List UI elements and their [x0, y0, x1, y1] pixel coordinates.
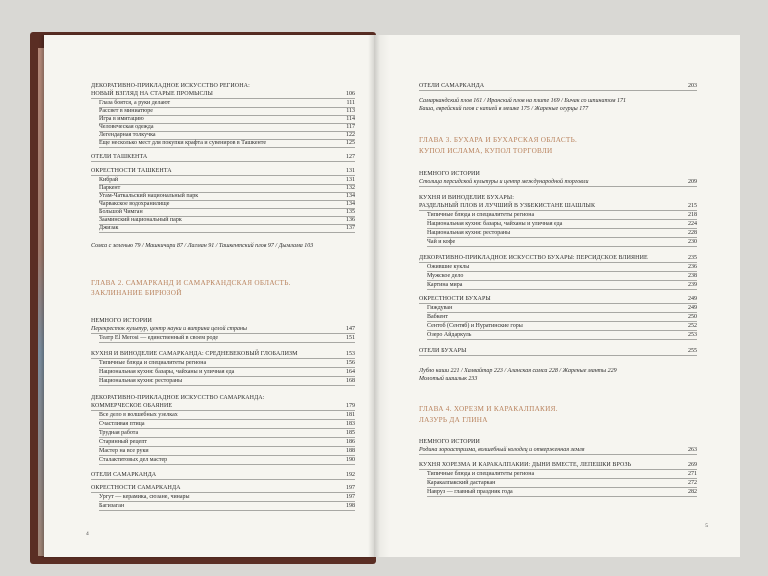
toc-entry: [99, 139, 355, 148]
toc-entry: [419, 295, 697, 304]
toc-page-number: 134: [346, 193, 355, 199]
toc-entry-title: Национальная кухня: базары, чайханы и уличная еда: [99, 369, 235, 375]
toc-entry: [427, 488, 697, 497]
toc-entry: [427, 220, 697, 229]
toc-entry-title: Вабкент: [427, 314, 448, 320]
toc-page-number: 114: [346, 116, 355, 122]
toc-entry: [91, 394, 355, 402]
toc-entry-title: Еще несколько мест для покупки крафта и сувениров в Ташкенте: [99, 140, 266, 146]
toc-entry-title: Человеческая одежда: [99, 124, 154, 130]
toc-page-number: 168: [346, 378, 355, 384]
toc-entry: [419, 446, 697, 455]
toc-page-number: 230: [688, 239, 697, 245]
toc-entry-title: НЕМНОГО ИСТОРИИ: [419, 439, 480, 445]
toc-page-number: 186: [346, 439, 355, 445]
toc-entry-title: ДЕКОРАТИВНО-ПРИКЛАДНОЕ ИСКУССТВО САМАРКАНДА:: [91, 395, 265, 401]
toc-page-number: 106: [346, 91, 355, 97]
toc-entry-title: Национальная кухня: базары, чайханы и уличная еда: [427, 221, 563, 227]
toc-entry: [91, 471, 355, 480]
toc-entry: [91, 153, 355, 162]
toc-page-number: 125: [346, 140, 355, 146]
toc-entry-title: Каракалпакский дастаркан: [427, 480, 496, 486]
toc-entry-title: Наврyз — главный праздник года: [427, 489, 513, 495]
toc-entry-title: Большой Чимган: [99, 209, 143, 215]
page-number-left: 4: [86, 531, 89, 537]
toc-page-number: 131: [346, 168, 355, 174]
toc-entry-title: ОТЕЛИ ТАШКЕНТА: [91, 154, 148, 160]
toc-entry: [427, 238, 697, 247]
toc-entry: [91, 82, 355, 90]
toc-entry-title: Угам-Чаткальский национальный парк: [99, 193, 199, 199]
toc-entry-title: Типичные блюда и специалитеты региона: [427, 212, 535, 218]
toc-page-number: 271: [688, 471, 697, 477]
toc-page-number: 164: [346, 369, 355, 375]
toc-entry-title: ОКРЕСТНОСТИ САМАРКАНДА: [91, 485, 181, 491]
toc-page-number: 153: [346, 351, 355, 357]
toc-entry: [427, 281, 697, 290]
toc-entry: [419, 105, 697, 113]
toc-entry-title: Лубло каши 221 / Халвайтар 223 / Аланская самса 228 / Жареные манты 229: [419, 368, 617, 374]
toc-entry-title: Сталактитовых дел мастер: [99, 457, 168, 463]
toc-page-number: 188: [346, 448, 355, 454]
toc-entry: [91, 167, 355, 176]
toc-entry: [419, 82, 697, 91]
toc-page-number: 249: [688, 305, 697, 311]
toc-entry-title: Джизак: [99, 225, 119, 231]
toc-page-number: 147: [346, 326, 355, 332]
toc-entry: [427, 479, 697, 488]
toc-entry: [99, 334, 355, 343]
toc-page-number: 236: [688, 264, 697, 270]
chapter-title: КУПОЛ ИСЛАМА, КУПОЛ ТОРГОВЛИ: [419, 147, 553, 155]
toc-entry: [427, 331, 697, 340]
toc-entry: [427, 304, 697, 313]
toc-entry-title: Картина мира: [427, 282, 463, 288]
toc-entry: [99, 429, 355, 438]
toc-page-number: 272: [688, 480, 697, 486]
toc-entry: [99, 456, 355, 465]
toc-entry-title: Сентоб (Сентяб) и Нуратинские горы: [427, 323, 523, 329]
toc-page-number: 179: [346, 403, 355, 409]
chapter-title: ЛАЗУРЬ ДА ГЛИНА: [419, 416, 488, 424]
toc-entry-title: РАЗДЕЛЬНЫЙ ПЛОВ И ЛУЧШИЙ В УЗБЕКИСТАНЕ ШАШЛЫК: [419, 203, 596, 209]
toc-entry-title: Игра в имитацию: [99, 116, 144, 122]
toc-page-number: 282: [688, 489, 697, 495]
toc-entry-title: Глаза боятся, а руки делают: [99, 100, 171, 106]
chapter-title: ГЛАВА 4. ХОРЕЗМ И КАРАКАЛПАКИЯ.: [419, 405, 558, 413]
toc-page-number: 134: [346, 201, 355, 207]
toc-entry: [99, 359, 355, 368]
right-page: [374, 35, 740, 557]
toc-entry: [419, 194, 697, 202]
toc-entry: [419, 170, 697, 178]
toc-page-number: 190: [346, 457, 355, 463]
toc-entry-title: Мастер на все руки: [99, 448, 149, 454]
toc-page-number: 224: [688, 221, 697, 227]
toc-entry-title: Перекресток культур, центр науки и витрина целой страны: [91, 326, 247, 332]
toc-entry-title: Чарвакское водохранилище: [99, 201, 170, 207]
chapter-title: ГЛАВА 2. САМАРКАНД И САМАРКАНДСКАЯ ОБЛАСТЬ.: [91, 279, 291, 287]
toc-entry: [419, 405, 697, 414]
toc-entry: [91, 279, 355, 288]
toc-entry: [419, 416, 697, 425]
toc-entry: [427, 322, 697, 331]
toc-page-number: 135: [346, 209, 355, 215]
toc-page-number: 185: [346, 430, 355, 436]
toc-entry-title: ОКРЕСТНОСТИ ТАШКЕНТА: [91, 168, 172, 174]
toc-entry-title: Трудная работа: [99, 430, 139, 436]
toc-page-number: 250: [688, 314, 697, 320]
toc-entry: [99, 420, 355, 429]
chapter-title: ЗАКЛИНАНИЕ БИРЮЗОЙ: [91, 289, 182, 297]
toc-page-number: 132: [346, 185, 355, 191]
toc-entry-title: Родина зороастризма, волшебный колодец и отверженная земля: [419, 447, 585, 453]
toc-entry-title: Легендарная толкучка: [99, 132, 156, 138]
toc-entry-title: ОТЕЛИ САМАРКАНДА: [419, 83, 485, 89]
toc-page-number: 255: [688, 348, 697, 354]
toc-entry-title: НЕМНОГО ИСТОРИИ: [91, 318, 152, 324]
toc-entry-title: ДЕКОРАТИВНО-ПРИКЛАДНОЕ ИСКУССТВО РЕГИОНА:: [91, 83, 250, 89]
toc-entry: [427, 272, 697, 281]
toc-page-number: 151: [346, 335, 355, 341]
toc-entry-title: Самаркандский плов 161 / Иранский плов на плите 169 / Бичак со шпинатом 171: [419, 98, 626, 104]
toc-page-number: 117: [346, 124, 355, 130]
toc-entry: [419, 375, 697, 383]
page-number-right: 5: [705, 523, 708, 529]
toc-page-number: 192: [346, 472, 355, 478]
toc-entry-title: Гиждуван: [427, 305, 453, 311]
toc-entry-title: Рассвет в миниатюре: [99, 108, 153, 114]
toc-entry: [91, 242, 355, 250]
toc-entry-title: Типичные блюда и специалитеты региона: [427, 471, 535, 477]
toc-page-number: 136: [346, 217, 355, 223]
toc-entry-title: НЕМНОГО ИСТОРИИ: [419, 171, 480, 177]
toc-entry: [99, 377, 355, 386]
toc-entry: [91, 402, 355, 411]
toc-page-number: 235: [688, 255, 697, 261]
toc-entry-title: Ургут — керамика, сюзане, чинары: [99, 494, 190, 500]
toc-entry-title: ОТЕЛИ БУХАРЫ: [419, 348, 467, 354]
toc-page-number: 203: [688, 83, 697, 89]
toc-entry: [419, 97, 697, 105]
toc-entry-title: Зааминский национальный парк: [99, 217, 182, 223]
toc-entry-title: Багизаган: [99, 503, 125, 509]
toc-entry-title: Молотый шашлык 233: [419, 376, 478, 382]
toc-entry: [419, 367, 697, 375]
toc-entry: [99, 493, 355, 502]
toc-entry-title: ОТЕЛИ САМАРКАНДА: [91, 472, 157, 478]
toc-entry: [91, 289, 355, 298]
toc-entry-title: Озеро Айдаркуль: [427, 332, 472, 338]
toc-entry: [419, 438, 697, 446]
toc-page-number: 215: [688, 203, 697, 209]
toc-entry-title: КУХНЯ И ВИНОДЕЛИЕ САМАРКАНДА: СРЕДНЕВЕКОВЫЙ ГЛОБАЛИЗМ: [91, 351, 298, 357]
toc-page-number: 137: [346, 225, 355, 231]
toc-page-number: 198: [346, 503, 355, 509]
toc-entry: [419, 347, 697, 356]
toc-entry: [427, 211, 697, 220]
toc-entry-title: Ожившие куклы: [427, 264, 470, 270]
toc-entry-title: Национальная кухня: рестораны: [427, 230, 511, 236]
toc-entry: [419, 136, 697, 145]
toc-entry-title: КУХНЯ И ВИНОДЕЛИЕ БУХАРЫ:: [419, 195, 514, 201]
toc-entry: [99, 224, 355, 233]
toc-page-number: 218: [688, 212, 697, 218]
toc-entry-title: Паркент: [99, 185, 121, 191]
toc-page-number: 269: [688, 462, 697, 468]
toc-page-number: 263: [688, 447, 697, 453]
toc-page-number: 111: [346, 100, 355, 106]
toc-entry: [419, 202, 697, 211]
toc-page-number: 131: [346, 177, 355, 183]
toc-page-number: 252: [688, 323, 697, 329]
toc-entry-title: Кибрай: [99, 177, 119, 183]
toc-entry-title: Сомса с зеленью 79 / Машкичири 87 / Лагман 91 / Ташкентский плов 97 / Дымлама 103: [91, 243, 314, 249]
book-gutter: [368, 35, 380, 557]
toc-entry-title: Типичные блюда и специалитеты региона: [99, 360, 207, 366]
toc-entry: [91, 317, 355, 325]
left-page: [44, 35, 374, 557]
toc-page-number: 156: [346, 360, 355, 366]
toc-entry: [427, 470, 697, 479]
toc-entry-title: Национальная кухня: рестораны: [99, 378, 183, 384]
toc-page-number: 127: [346, 154, 355, 160]
toc-page-number: 113: [346, 108, 355, 114]
toc-entry-title: КОММЕРЧЕСКОЕ ОБАЯНИЕ: [91, 403, 173, 409]
toc-page-number: 183: [346, 421, 355, 427]
toc-entry: [91, 90, 355, 99]
toc-page-number: 197: [346, 485, 355, 491]
toc-entry: [427, 263, 697, 272]
toc-entry-title: Театр El Merosi — единственный в своем роде: [99, 335, 219, 341]
toc-entry: [99, 502, 355, 511]
toc-entry: [99, 438, 355, 447]
toc-entry-title: Чай и кофе: [427, 239, 456, 245]
toc-entry: [419, 461, 697, 470]
toc-page-number: 122: [346, 132, 355, 138]
toc-entry-title: КУХНЯ ХОРЕЗМА И КАРАКАЛПАКИИ: ДЫНИ ВМЕСТЕ, ЛЕПЕШКИ ВРОЗЬ: [419, 462, 632, 468]
toc-page-number: 209: [688, 179, 697, 185]
toc-entry-title: Все дело в волшебных узелках: [99, 412, 178, 418]
toc-entry-title: Счастливая птица: [99, 421, 145, 427]
toc-entry: [99, 447, 355, 456]
toc-page-number: 181: [346, 412, 355, 418]
toc-entry: [427, 229, 697, 238]
toc-page-number: 239: [688, 282, 697, 288]
toc-entry-title: Баша, еврейский плов с капией в мешке 175 / Жареные огурцы 177: [419, 106, 589, 112]
toc-entry-title: ДЕКОРАТИВНО-ПРИКЛАДНОЕ ИСКУССТВО БУХАРЫ: ПЕРСИДСКОЕ ВЛИЯНИЕ: [419, 255, 648, 261]
toc-entry-title: Столица персидской культуры и центр международной торговли: [419, 179, 589, 185]
toc-page-number: 228: [688, 230, 697, 236]
toc-entry: [91, 484, 355, 493]
toc-page-number: 253: [688, 332, 697, 338]
toc-entry: [91, 325, 355, 334]
toc-entry: [419, 178, 697, 187]
toc-page-number: 238: [688, 273, 697, 279]
toc-entry: [99, 368, 355, 377]
toc-entry-title: ОКРЕСТНОСТИ БУХАРЫ: [419, 296, 491, 302]
chapter-title: ГЛАВА 3. БУХАРА И БУХАРСКАЯ ОБЛАСТЬ.: [419, 136, 578, 144]
toc-page-number: 197: [346, 494, 355, 500]
toc-entry: [419, 147, 697, 156]
toc-page-number: 249: [688, 296, 697, 302]
toc-entry-title: Старинный рецепт: [99, 439, 148, 445]
toc-entry: [427, 313, 697, 322]
toc-entry: [99, 411, 355, 420]
toc-entry-title: НОВЫЙ ВЗГЛЯД НА СТАРЫЕ ПРОМЫСЛЫ: [91, 91, 213, 97]
toc-entry-title: Мужское дело: [427, 273, 464, 279]
toc-entry: [419, 254, 697, 263]
toc-entry: [91, 350, 355, 359]
